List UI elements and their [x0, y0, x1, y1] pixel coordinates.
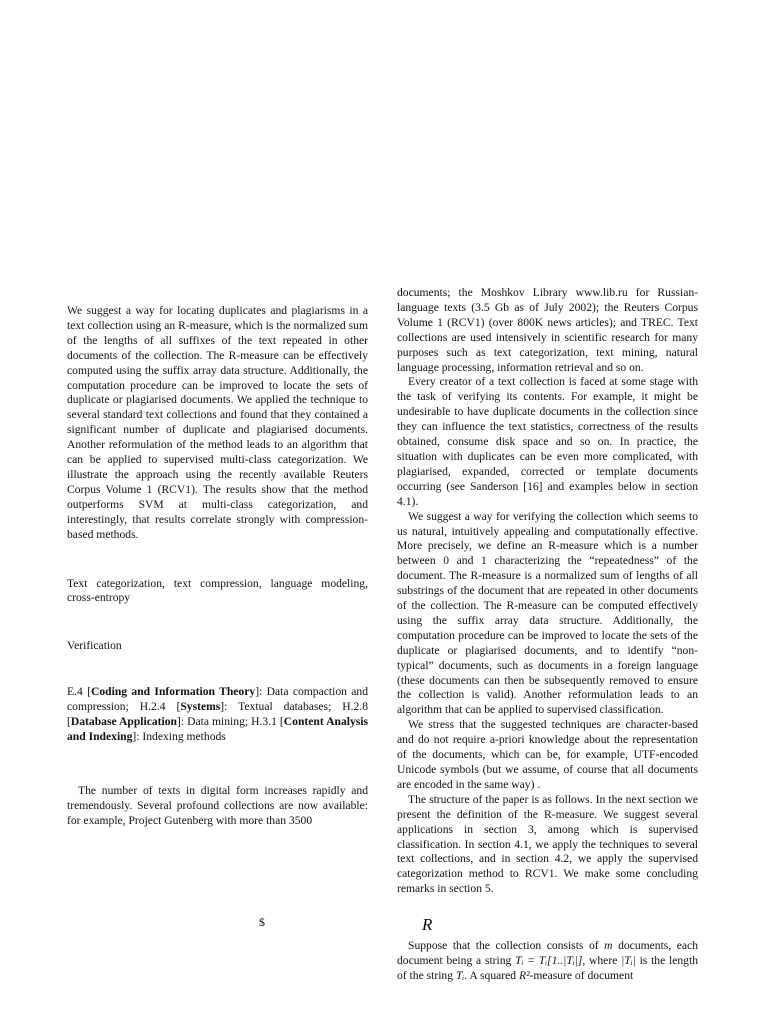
- sec-text-d: is the length of the string: [397, 954, 698, 982]
- category-e4-rest: ]: Data compaction and compression; H.2.4 [: [67, 685, 368, 714]
- category-h31-rest: ]: Indexing methods: [132, 729, 226, 743]
- right-column: [397, 286, 698, 984]
- sec-math-r2: R²: [518, 968, 530, 982]
- category-e4-code: E.4 [: [67, 685, 91, 699]
- sec-math-m: m: [604, 939, 613, 953]
- sec-text-a: Suppose that the collection consists of: [408, 939, 605, 953]
- sec-math-t: Tᵢ: [455, 968, 465, 982]
- section-paragraph: [397, 939, 698, 984]
- category-h24-rest: ]: Textual databases; H.2.8 [: [67, 700, 368, 729]
- general-terms-text: Verification: [67, 639, 122, 653]
- category-h31-title: Content Analysis and Indexing: [67, 715, 369, 743]
- category-h28-rest: ]: Data mining; H.3.1 [: [176, 715, 284, 729]
- intro-paragraph-1: documents; the Moshkov Library www.lib.ru for Russian-language texts (3.5 Gb as of July 2002); the Reuters Corpus Volume 1 (RCV1) (over 800K news articles); and TREC. Text collections are used intensively in scientific research for many purposes such as text categorization, text mining, natural language processing, information retrieval and so on.: [397, 286, 698, 374]
- intro-paragraph-5: The structure of the paper is as follows. In the next section we present the definition of the R-measure. We suggest several applications in section 3, among which is supervised classification. In section 4.1, we apply the techniques to several text collections, and in section 4.2, we apply the supervised categorization method to RCV1. We make some concluding remarks in section 5.: [397, 792, 698, 896]
- sec-text-e: . A squared: [464, 968, 519, 982]
- categories-text: [67, 685, 368, 745]
- sec-text-c: , where: [582, 954, 622, 968]
- abstract-text: We suggest a way for locating duplicates and plagiarisms in a text collection using an R-measure, which is the normalized sum of the lengths of all suffixes of the text repeated in other documents of the collection. The R-measure can be effectively computed using the suffix array data structure. Additionally, the computation procedure can be improved to locate the sets of duplicate or plagiarised documents. We applied the technique to several standard text collections and found that they contained a significant number of duplicate and plagiarised documents. Another reformulation of the method leads to an algorithm that can be applied to supervised multi-class categorization. We illustrate the approach using the recently available Reuters Corpus Volume 1 (RCV1). The results show that the method outperforms SVM at multi-class categorization, and interestingly, that results correlate strongly with compression-based methods.: [67, 304, 368, 541]
- left-column: [67, 304, 368, 829]
- intro-left-text: The number of texts in digital form increases rapidly and tremendously. Several profound collections are now available: for example, Project Gutenberg with more than 3500: [67, 783, 368, 827]
- category-h28-title: Database Application: [70, 715, 177, 729]
- intro-paragraph-3: We suggest a way for verifying the collection which seems to us natural, intuitively appealing and computationally effective. More precisely, we define an R-measure which is a number between 0 and 1 characterizing the “repeatedness” of the document. The R-measure is a normalized sum of lengths of all substrings of the document that are repeated in other documents of the collection. The R-measure can be computed effectively using the suffix array data structure. Additionally, the computation procedure can be improved to locate the sets of the duplicate or plagiarised documents, and to identify “non-typical” documents, such as documents in a foreign language (these documents can then be subsequently removed to ensure the collection is valid). Another reformulation leads to an algorithm that can be applied to supervised classification.: [397, 509, 698, 717]
- section-heading: R: [422, 915, 433, 935]
- sec-math-abs: |Tᵢ|: [621, 954, 636, 968]
- sec-math-ti: Tᵢ = Tᵢ[1..|Tᵢ|]: [515, 954, 583, 968]
- category-e4-title: Coding and Information Theory: [90, 685, 256, 699]
- sec-text-f: -measure of document: [529, 968, 634, 982]
- intro-paragraph-2: Every creator of a text collection is faced at some stage with the task of verifying its contents. For example, it might be undesirable to have duplicate documents in the collection since they can influence the text statistics, correctness of the results obtained, consume disk space and so on. In practice, the situation with duplicates can be even more complicated, with plagiarised, expanded, corrected or template documents occurring (see Sanderson [16] and examples below in section 4.1).: [397, 375, 698, 508]
- keywords-text: Text categorization, text compression, language modeling, cross-entropy: [67, 576, 368, 605]
- sec-text-b: documents, each document being a string: [397, 939, 698, 968]
- category-h24-title: Systems: [180, 700, 221, 714]
- intro-paragraph-4: We stress that the suggested techniques are character-based and do not require a-priori knowledge about the representation of the documents, which can be, for example, UTF-encoded Unicode symbols (but we assume, of course that all documents are encoded in the same way) .: [397, 718, 698, 791]
- footer-mark: $: [259, 915, 265, 929]
